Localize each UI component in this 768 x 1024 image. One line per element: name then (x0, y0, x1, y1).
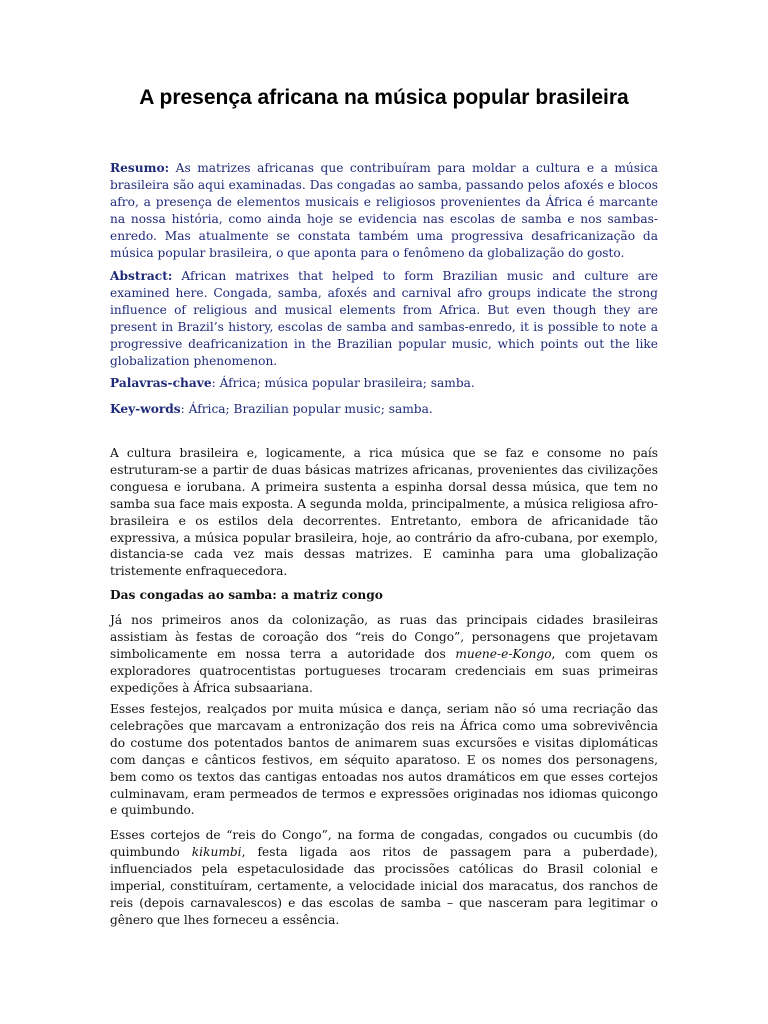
body-paragraph-4 (110, 827, 658, 928)
palavras-chave-text: : África; música popular brasileira; samba. (211, 376, 475, 390)
abstract-paragraph (110, 268, 658, 369)
section-heading: Das congadas ao samba: a matriz congo (110, 588, 383, 602)
keywords-line (110, 401, 658, 418)
p4-text-end: , festa ligada aos ritos de passagem para a puberdade), influenciados pela espetaculosidade das procissões católicas do Brasil colonial e imperial, constituíram, certamente, a velocidade inicial dos maracatus, dos ranchos de reis (depois carnavalescos) e das escolas de samba – que nasceram para legitimar o gênero que lhes forneceu a essência. (110, 844, 658, 927)
body-paragraph-2 (110, 612, 658, 697)
abstract-text: African matrixes that helped to form Brazilian music and culture are examined here. Congada, samba, afoxés and carnival afro groups indicate the strong influence of religious and musical elements from Africa. But even though they are present in Brazil’s history, escolas de samba and sambas-enredo, it is possible to note a progressive deafricanization in the Brazilian popular music, which points out the like globalization phenomenon. (110, 269, 658, 368)
resumo-text: As matrizes africanas que contribuíram para moldar a cultura e a música brasileira são aqui examinadas. Das congadas ao samba, passando pelos afoxés e blocos afro, a presença de elementos musicais e religiosos provenientes da África é marcante na nossa história, como ainda hoje se evidencia nas escolas de samba e nos sambas-enredo. Mas atualmente se constata também uma progressiva desafricanização da música popular brasileira, o que aponta para o fenômeno da globalização do gosto. (110, 161, 658, 260)
keywords-label: Key-words (110, 402, 181, 416)
p2-text-end: , com quem os exploradores quatrocentistas portugueses trocaram credenciais em suas primeiras expedições à África subsaariana. (110, 646, 658, 695)
palavras-chave-label: Palavras-chave (110, 376, 212, 390)
resumo-paragraph (110, 160, 658, 261)
p2-italic-term: muene-e-Kongo (455, 646, 552, 661)
body-paragraph-3: Esses festejos, realçados por muita música e dança, seriam não só uma recriação das celebrações que marcavam a entronização dos reis na África como uma sobrevivência do costume dos potentados bantos de animarem suas excursões e visitas diplomáticas com danças e cânticos festivos, em séquito aparatoso. E os nomes dos personagens, bem como os textos das cantigas entoadas nos autos dramáticos em que esses cortejos culminavam, eram permeados de termos e expressões originadas nos idiomas quicongo e quimbundo. (110, 702, 658, 818)
resumo-label: Resumo: (110, 161, 170, 175)
page-title: A presença africana na música popular brasileira (139, 86, 629, 109)
p4-text-start: Esses cortejos de “reis do Congo”, na forma de congadas, congados ou cucumbis (do quimbundo (110, 828, 658, 859)
palavras-chave-line (110, 375, 658, 392)
body-paragraph-1: A cultura brasileira e, logicamente, a rica música que se faz e consome no país estruturam-se a partir de duas básicas matrizes africanas, provenientes das civilizações conguesa e iorubana. A primeira sustenta a espinha dorsal dessa música, que tem no samba sua face mais exposta. A segunda molda, principalmente, a música religiosa afro-brasileira e os estilos dela decorrentes. Entretanto, embora de africanidade tão expressiva, a música popular brasileira, hoje, ao contrário da afro-cubana, por exemplo, distancia-se cada vez mais dessas matrizes. E caminha para uma globalização tristemente enfraquecedora. (110, 446, 658, 579)
p2-text-start: Já nos primeiros anos da colonização, as ruas das principais cidades brasileiras assistiam às festas de coroação dos “reis do Congo”, personagens que projetavam simbolicamente em nossa terra a autoridade dos (110, 613, 658, 661)
keywords-text: : África; Brazilian popular music; samba. (180, 402, 433, 416)
p4-italic-term: kikumbi (191, 844, 242, 859)
abstract-label: Abstract: (110, 269, 173, 283)
